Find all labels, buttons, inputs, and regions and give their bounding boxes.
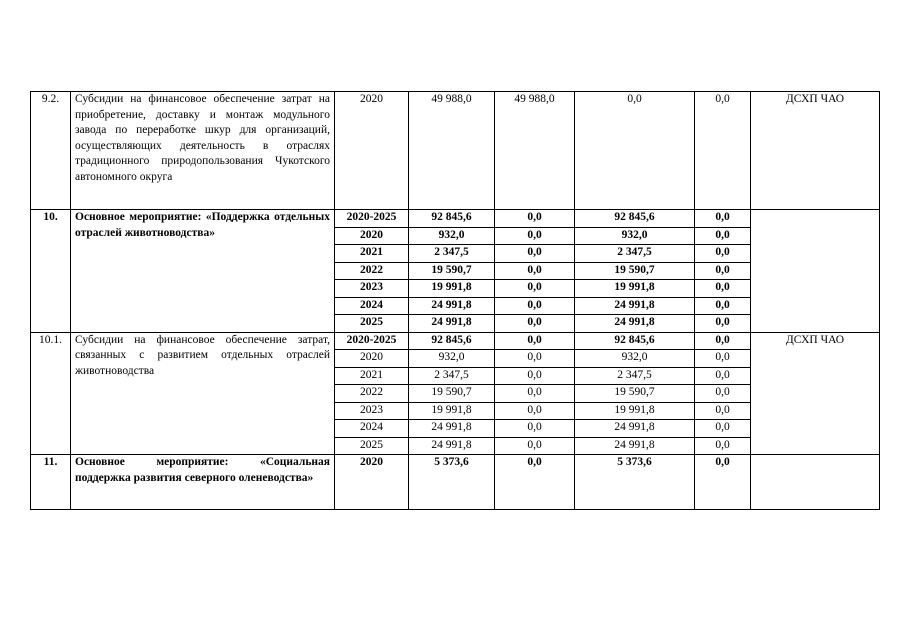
total-cell: 19 991,8 — [409, 402, 495, 420]
value-cell: 0,0 — [695, 245, 751, 263]
value-cell: 0,0 — [495, 402, 575, 420]
total-cell: 24 991,8 — [409, 420, 495, 438]
total-cell: 49 988,0 — [409, 92, 495, 210]
value-cell: 0,0 — [695, 350, 751, 368]
year-cell: 2020-2025 — [335, 332, 409, 350]
total-cell: 24 991,8 — [409, 437, 495, 455]
year-cell: 2022 — [335, 385, 409, 403]
value-cell: 19 590,7 — [575, 262, 695, 280]
year-cell: 2020-2025 — [335, 210, 409, 228]
value-cell: 0,0 — [495, 210, 575, 228]
year-cell: 2024 — [335, 420, 409, 438]
total-cell: 92 845,6 — [409, 332, 495, 350]
row-number: 10.1. — [31, 332, 71, 455]
value-cell: 0,0 — [695, 367, 751, 385]
year-cell: 2025 — [335, 437, 409, 455]
year-cell: 2020 — [335, 455, 409, 510]
table-row — [31, 210, 880, 228]
total-cell: 19 590,7 — [409, 262, 495, 280]
total-cell: 5 373,6 — [409, 455, 495, 510]
value-cell: 92 845,6 — [575, 332, 695, 350]
value-cell: 0,0 — [695, 455, 751, 510]
value-cell: 19 590,7 — [575, 385, 695, 403]
value-cell: 0,0 — [695, 437, 751, 455]
row-number: 9.2. — [31, 92, 71, 210]
activity-title: Основное мероприятие: «Социальная поддержка развития северного оленеводства» — [71, 455, 335, 510]
year-cell: 2025 — [335, 315, 409, 333]
total-cell: 932,0 — [409, 350, 495, 368]
value-cell: 932,0 — [575, 350, 695, 368]
value-cell: 0,0 — [495, 437, 575, 455]
year-cell: 2020 — [335, 350, 409, 368]
total-cell: 19 991,8 — [409, 280, 495, 298]
year-cell: 2021 — [335, 367, 409, 385]
value-cell: 0,0 — [495, 455, 575, 510]
value-cell: 932,0 — [575, 227, 695, 245]
total-cell: 24 991,8 — [409, 315, 495, 333]
value-cell: 0,0 — [695, 297, 751, 315]
value-cell: 0,0 — [495, 350, 575, 368]
value-cell: 0,0 — [695, 420, 751, 438]
value-cell: 0,0 — [495, 385, 575, 403]
value-cell: 0,0 — [495, 280, 575, 298]
year-cell: 2020 — [335, 227, 409, 245]
table-row — [31, 332, 880, 350]
total-cell: 19 590,7 — [409, 385, 495, 403]
value-cell: 0,0 — [495, 315, 575, 333]
year-cell: 2024 — [335, 297, 409, 315]
total-cell: 2 347,5 — [409, 367, 495, 385]
activity-title: Субсидии на финансовое обеспечение затрат, связанных с развитием отдельных отраслей животноводства — [71, 332, 335, 455]
value-cell: 2 347,5 — [575, 245, 695, 263]
value-cell: 0,0 — [695, 402, 751, 420]
value-cell: 0,0 — [695, 315, 751, 333]
value-cell: 24 991,8 — [575, 437, 695, 455]
value-cell: 2 347,5 — [575, 367, 695, 385]
total-cell: 2 347,5 — [409, 245, 495, 263]
year-cell: 2021 — [335, 245, 409, 263]
value-cell: 0,0 — [495, 367, 575, 385]
year-cell: 2023 — [335, 280, 409, 298]
value-cell: 0,0 — [495, 420, 575, 438]
value-cell: 0,0 — [495, 245, 575, 263]
responsible-cell: ДСХП ЧАО — [751, 92, 880, 210]
responsible-cell: ДСХП ЧАО — [751, 332, 880, 455]
year-cell: 2020 — [335, 92, 409, 210]
table-row — [31, 455, 880, 510]
value-cell: 0,0 — [695, 385, 751, 403]
activity-title: Основное мероприятие: «Поддержка отдельных отраслей животноводства» — [71, 210, 335, 333]
responsible-cell — [751, 455, 880, 510]
table-row — [31, 92, 880, 210]
value-cell: 0,0 — [695, 210, 751, 228]
value-cell: 92 845,6 — [575, 210, 695, 228]
year-cell: 2022 — [335, 262, 409, 280]
budget-table — [30, 91, 880, 510]
total-cell: 932,0 — [409, 227, 495, 245]
value-cell: 0,0 — [495, 227, 575, 245]
year-cell: 2023 — [335, 402, 409, 420]
value-cell: 0,0 — [495, 297, 575, 315]
activity-title: Субсидии на финансовое обеспечение затрат на приобретение, доставку и монтаж модульного завода по переработке шкур для организаций, осуществляющих деятельность в отраслях традиционного природопользования Чукотского автономного округа — [71, 92, 335, 210]
value-cell: 24 991,8 — [575, 420, 695, 438]
value-cell: 19 991,8 — [575, 280, 695, 298]
value-cell: 5 373,6 — [575, 455, 695, 510]
total-cell: 24 991,8 — [409, 297, 495, 315]
responsible-cell — [751, 210, 880, 333]
value-cell: 24 991,8 — [575, 297, 695, 315]
row-number: 10. — [31, 210, 71, 333]
value-cell: 0,0 — [695, 332, 751, 350]
total-cell: 92 845,6 — [409, 210, 495, 228]
value-cell: 0,0 — [575, 92, 695, 210]
value-cell: 0,0 — [695, 262, 751, 280]
value-cell: 0,0 — [495, 262, 575, 280]
value-cell: 0,0 — [495, 332, 575, 350]
budget-table-body — [31, 92, 880, 510]
value-cell: 24 991,8 — [575, 315, 695, 333]
row-number: 11. — [31, 455, 71, 510]
value-cell: 19 991,8 — [575, 402, 695, 420]
value-cell: 0,0 — [695, 92, 751, 210]
value-cell: 0,0 — [695, 227, 751, 245]
value-cell: 49 988,0 — [495, 92, 575, 210]
value-cell: 0,0 — [695, 280, 751, 298]
